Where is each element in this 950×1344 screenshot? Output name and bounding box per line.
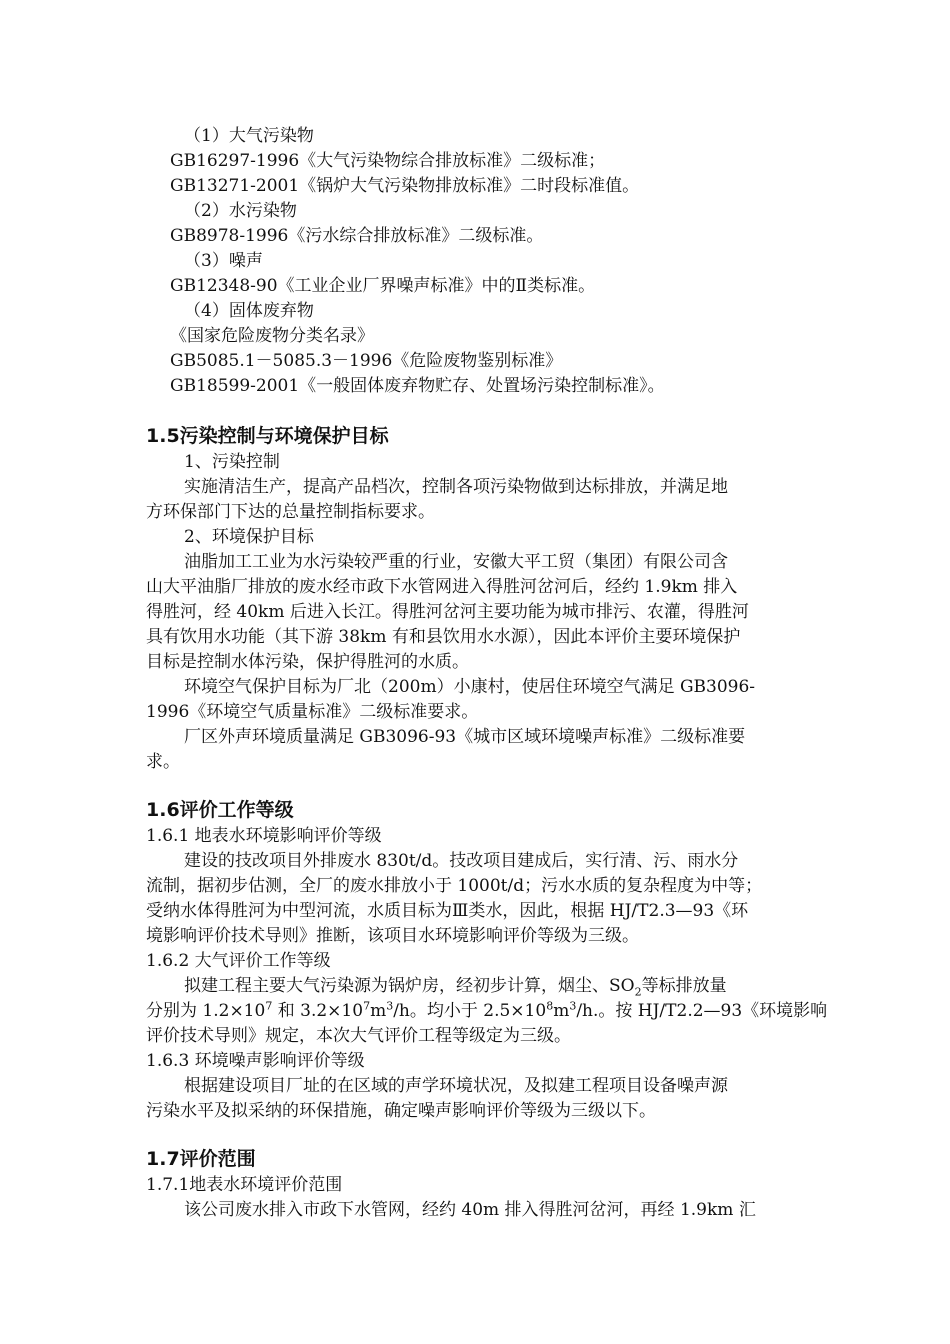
standard-air-line-2: GB13271-2001《锅炉大气污染物排放标准》二时段标准值。: [170, 176, 640, 196]
standard-solid-line-1: 《国家危险废物分类名录》: [170, 326, 374, 346]
section-1-5-sub-1: 1、污染控制: [184, 452, 280, 472]
paragraph-line: 油脂加工工业为水污染较严重的行业，安徽大平工贸（集团）有限公司含: [184, 552, 728, 572]
standard-air-heading: （1）大气污染物: [184, 126, 314, 146]
paragraph-line: 建设的技改项目外排废水 830t/d。技改项目建成后，实行清、污、雨水分: [184, 851, 739, 871]
section-1-6-1-heading: 1.6.1 地表水环境影响评价等级: [146, 826, 382, 846]
paragraph-line: 污染水平及拟采纳的环保措施，确定噪声影响评价等级为三级以下。: [146, 1101, 656, 1121]
paragraph-line: 实施清洁生产，提高产品档次，控制各项污染物做到达标排放，并满足地: [184, 477, 728, 497]
paragraph-line: 受纳水体得胜河为中型河流，水质目标为Ⅲ类水，因此，根据 HJ/T2.3—93《环: [146, 901, 749, 921]
paragraph-line: 根据建设项目厂址的在区域的声学环境状况，及拟建工程项目设备噪声源: [184, 1076, 728, 1096]
paragraph-line: 该公司废水排入市政下水管网，经约 40m 排入得胜河岔河，再经 1.9km 汇: [184, 1200, 756, 1220]
paragraph-line: 得胜河，经 40km 后进入长江。得胜河岔河主要功能为城市排污、农灌，得胜河: [146, 602, 749, 622]
section-1-7-title: 1.7评价范围: [146, 1148, 256, 1170]
paragraph-line: 目标是控制水体污染，保护得胜河的水质。: [146, 652, 469, 672]
paragraph-line: 分别为 $1.2\times 10^7$ 和 $3.2\times 10^7m^3/h$。均小于 $2.5\times 10^8m^3/h$.。按 HJ/T2.2—93《环境影响: [146, 999, 828, 1021]
paragraph-line: 拟建工程主要大气污染源为锅炉房，经初步计算，烟尘、$SO_2$等标排放量: [184, 976, 727, 999]
paragraph-line: 求。: [146, 752, 180, 772]
standard-water-line-1: GB8978-1996《污水综合排放标准》二级标准。: [170, 226, 544, 246]
standard-solid-line-2: GB5085.1－5085.3－1996《危险废物鉴别标准》: [170, 351, 563, 371]
paragraph-line: 具有饮用水功能（其下游 38km 有和县饮用水水源），因此本评价主要环境保护: [146, 627, 741, 647]
paragraph-line: 方环保部门下达的总量控制指标要求。: [146, 502, 435, 522]
paragraph-line: 山大平油脂厂排放的废水经市政下水管网进入得胜河岔河后，经约 1.9km 排入: [146, 577, 738, 597]
section-1-6-title: 1.6评价工作等级: [146, 799, 294, 821]
paragraph-line: 环境空气保护目标为厂北（200m）小康村，使居住环境空气满足 GB3096-: [184, 677, 756, 697]
section-1-6-2-heading: 1.6.2 大气评价工作等级: [146, 951, 331, 971]
standard-solid-heading: （4）固体废弃物: [184, 301, 314, 321]
standard-air-line-1: GB16297-1996《大气污染物综合排放标准》二级标准；: [170, 151, 606, 171]
standard-solid-line-3: GB18599-2001《一般固体废弃物贮存、处置场污染控制标准》。: [170, 376, 665, 396]
section-1-5-title: 1.5污染控制与环境保护目标: [146, 425, 389, 447]
standard-water-heading: （2）水污染物: [184, 201, 297, 221]
paragraph-line: 厂区外声环境质量满足 GB3096-93《城市区域环境噪声标准》二级标准要: [184, 727, 746, 747]
standard-noise-heading: （3）噪声: [184, 251, 263, 271]
section-1-6-3-heading: 1.6.3 环境噪声影响评价等级: [146, 1051, 365, 1071]
paragraph-line: 境影响评价技术导则》推断，该项目水环境影响评价等级为三级。: [146, 926, 639, 946]
paragraph-line: 流制，据初步估测，全厂的废水排放小于 1000t/d；污水水质的复杂程度为中等；: [146, 876, 763, 896]
standard-noise-line-1: GB12348-90《工业企业厂界噪声标准》中的Ⅱ类标准。: [170, 276, 596, 296]
section-1-7-1-heading: 1.7.1地表水环境评价范围: [146, 1175, 343, 1195]
paragraph-line: 评价技术导则》规定，本次大气评价工程等级定为三级。: [146, 1026, 571, 1046]
section-1-5-sub-2: 2、环境保护目标: [184, 527, 314, 547]
paragraph-line: 1996《环境空气质量标准》二级标准要求。: [146, 702, 479, 722]
